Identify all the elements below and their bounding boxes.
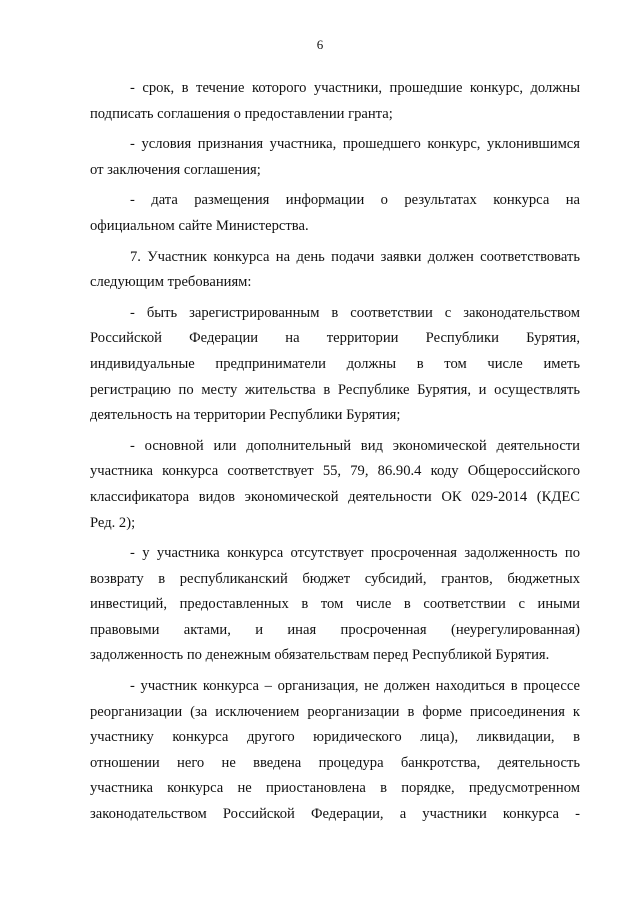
paragraph-evasion-conditions bbox=[90, 132, 580, 183]
page-number: 6 bbox=[316, 37, 324, 52]
text-line: официальном сайте Министерства. bbox=[90, 217, 309, 234]
text-line: реорганизации (за исключением реорганизации в форме присоединения к bbox=[90, 703, 580, 720]
text-line: 7. Участник конкурса на день подачи заявки должен соответствовать bbox=[130, 248, 580, 265]
text-line: Ред. 2); bbox=[90, 514, 136, 531]
document-body bbox=[90, 76, 580, 833]
paragraph-activity-code bbox=[90, 434, 580, 536]
text-line: Российской Федерации на территории Республики Бурятия, bbox=[90, 330, 580, 347]
text-line: задолженность по денежным обязательствам перед Республикой Бурятия. bbox=[90, 647, 550, 664]
text-line: отношении него не введена процедура банкротства, деятельность bbox=[90, 754, 580, 771]
text-line: законодательством Российской Федерации, а участники конкурса - bbox=[90, 806, 580, 823]
paragraph-section-7 bbox=[90, 245, 580, 296]
text-line: инвестиций, предоставленных в том числе в соответствии с иными bbox=[90, 596, 580, 613]
text-line: классификатора видов экономической деятельности ОК 029-2014 (КДЕС bbox=[90, 488, 580, 505]
text-line: следующим требованиям: bbox=[90, 274, 252, 291]
text-line: участника конкурса соответствует 55, 79, 86.90.4 коду Общероссийского bbox=[90, 463, 580, 480]
text-line: участника конкурса не приостановлена в порядке, предусмотренном bbox=[90, 780, 580, 797]
text-line: деятельность на территории Республики Бурятия; bbox=[90, 407, 401, 424]
text-line: - срок, в течение которого участники, прошедшие конкурс, должны bbox=[130, 80, 580, 96]
text-line: индивидуальные предприниматели должны в том числе иметь bbox=[90, 355, 580, 372]
paragraph-registration-requirement bbox=[90, 301, 580, 429]
text-line: правовыми актами, и иная просроченная (неурегулированная) bbox=[90, 621, 580, 638]
text-line: - у участника конкурса отсутствует просроченная задолженность по bbox=[130, 545, 580, 562]
paragraph-grant-deadline bbox=[90, 76, 580, 127]
text-line: - условия признания участника, прошедшего конкурс, уклонившимся bbox=[130, 136, 580, 153]
text-line: - дата размещения информации о результатах конкурса на bbox=[130, 192, 580, 209]
paragraph-no-debt bbox=[90, 541, 580, 669]
text-line: подписать соглашения о предоставлении гранта; bbox=[90, 105, 393, 122]
text-line: - быть зарегистрированным в соответствии с законодательством bbox=[130, 304, 580, 321]
text-line: - основной или дополнительный вид экономической деятельности bbox=[130, 437, 580, 454]
text-line: - участник конкурса – организация, не должен находиться в процессе bbox=[130, 678, 580, 695]
paragraph-publication-date bbox=[90, 188, 580, 239]
text-line: участнику конкурса другого юридического лица), ликвидации, в bbox=[90, 729, 580, 746]
text-line: регистрацию по месту жительства в Республике Бурятия, и осуществлять bbox=[90, 381, 580, 398]
paragraph-no-reorganization bbox=[90, 674, 580, 828]
text-line: возврату в республиканский бюджет субсидий, грантов, бюджетных bbox=[90, 570, 580, 587]
text-line: от заключения соглашения; bbox=[90, 161, 261, 178]
